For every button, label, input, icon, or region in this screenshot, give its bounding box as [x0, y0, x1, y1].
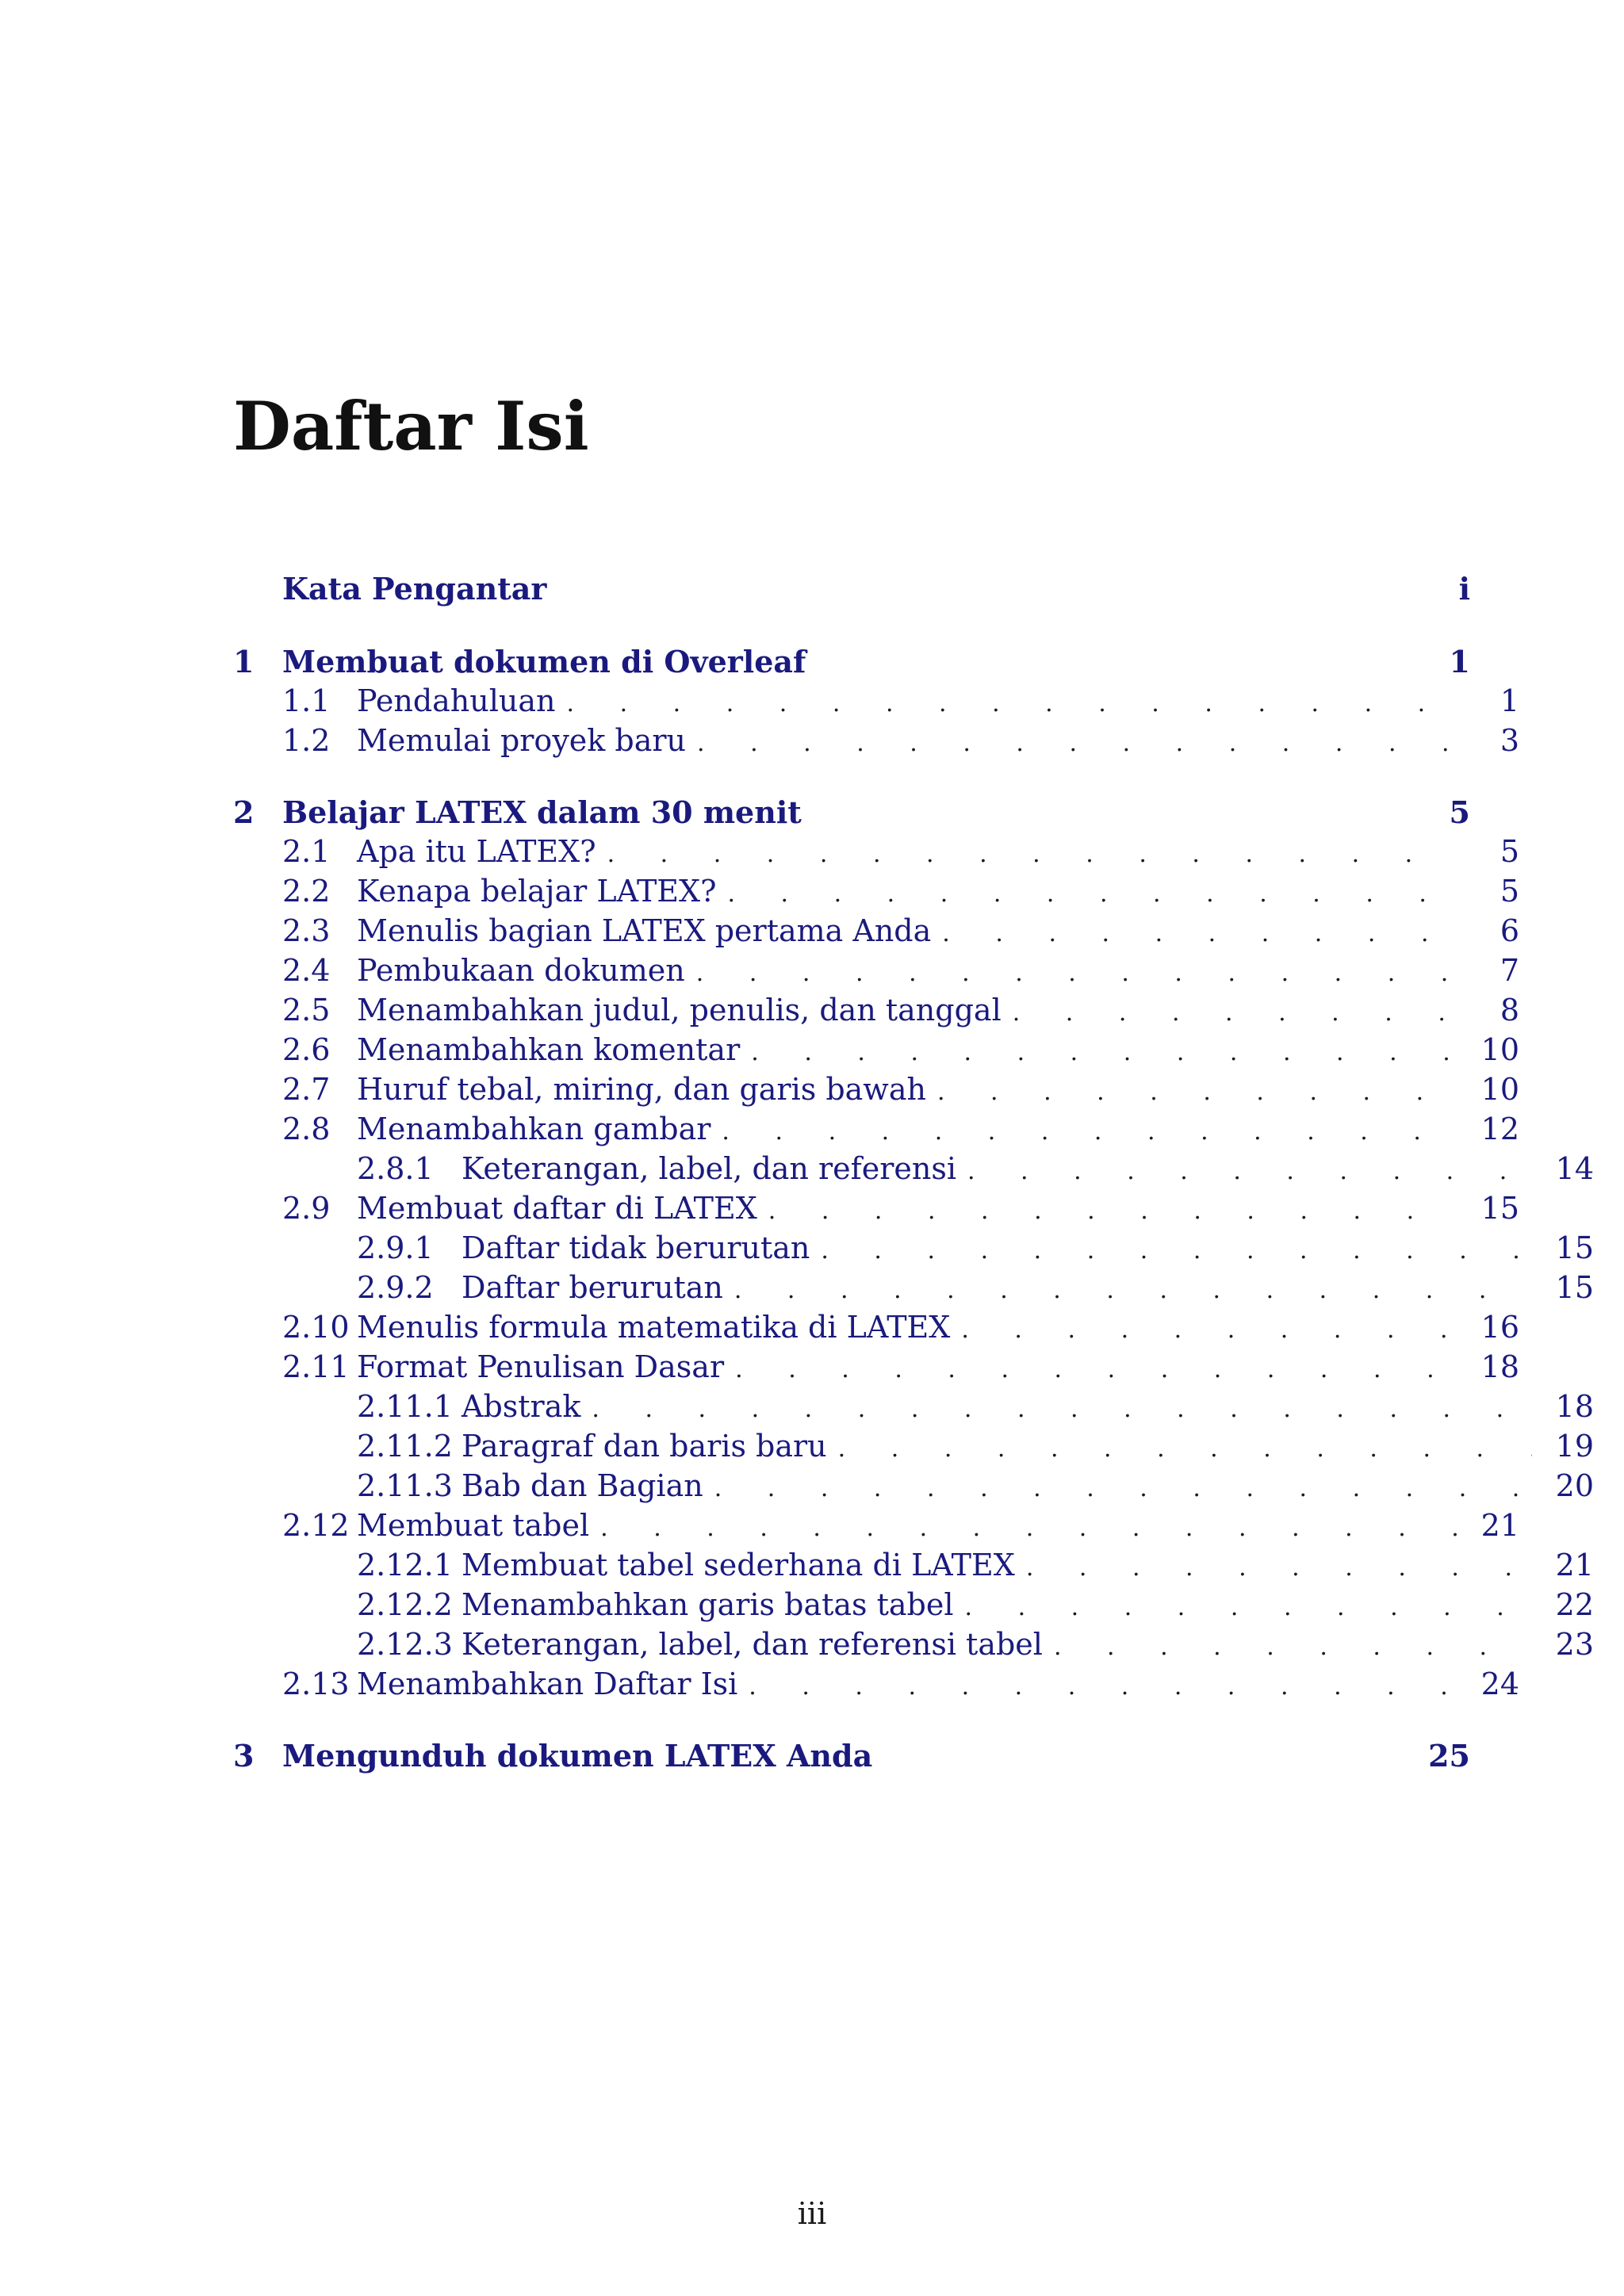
- toc-entry-page[interactable]: 5: [1449, 794, 1470, 830]
- toc-entry-label[interactable]: Daftar tidak berurutan: [462, 1230, 810, 1265]
- toc-entry-number: 1: [233, 644, 255, 679]
- toc-entry-section[interactable]: [233, 1072, 1519, 1112]
- toc-entry-section[interactable]: [233, 993, 1519, 1032]
- toc-dot-leader: [697, 729, 1457, 757]
- toc-entry-section[interactable]: [233, 723, 1519, 763]
- toc-entry-number: 2.3: [282, 913, 331, 948]
- toc-entry-label[interactable]: Membuat tabel: [357, 1508, 590, 1543]
- toc-dot-leader: [714, 1475, 1532, 1502]
- toc-entry-section[interactable]: [233, 1032, 1519, 1072]
- toc-entry-page[interactable]: 24: [1480, 1667, 1519, 1701]
- toc-entry-label[interactable]: Kenapa belajar LATEX?: [357, 874, 717, 909]
- toc-entry-subsection[interactable]: [233, 1627, 1594, 1667]
- toc-entry-subsection[interactable]: [233, 1270, 1594, 1310]
- toc-dot-leader: [838, 1435, 1532, 1463]
- toc-dot-leader: [600, 1514, 1457, 1542]
- toc-entry-chapter[interactable]: [233, 571, 1470, 610]
- toc-entry-label[interactable]: Belajar LATEX dalam 30 menit: [282, 794, 802, 830]
- toc-entry-label[interactable]: Paragraf dan baris baru: [462, 1429, 827, 1464]
- toc-dot-leader: [821, 1237, 1532, 1265]
- toc-entry-number: 2.9.1: [357, 1230, 434, 1265]
- toc-dot-leader: [751, 1039, 1457, 1066]
- toc-entry-subsection[interactable]: [233, 1151, 1594, 1191]
- toc-entry-number: 2.4: [282, 953, 331, 988]
- toc-entry-section[interactable]: [233, 913, 1519, 953]
- toc-entry-label[interactable]: Mengunduh dokumen LATEX Anda: [282, 1738, 873, 1774]
- toc-entry-number: 2.12.3: [357, 1627, 453, 1662]
- toc-entry-label[interactable]: Huruf tebal, miring, dan garis bawah: [357, 1072, 926, 1107]
- toc-entry-subsection[interactable]: [233, 1429, 1594, 1468]
- toc-entry-page[interactable]: i: [1458, 571, 1470, 607]
- toc-entry-number: 2.9.2: [357, 1270, 434, 1305]
- toc-entry-number: 2.11.1: [357, 1389, 453, 1424]
- toc-dot-leader: [937, 1078, 1457, 1106]
- toc-entry-page[interactable]: 14: [1555, 1151, 1594, 1186]
- toc-entry-label[interactable]: Menambahkan judul, penulis, dan tanggal: [357, 993, 1002, 1027]
- page-number: iii: [797, 2196, 827, 2231]
- toc-entry-label[interactable]: Keterangan, label, dan referensi: [462, 1151, 956, 1186]
- toc-entry-label[interactable]: Menulis formula matematika di LATEX: [357, 1310, 951, 1345]
- toc-entry-section[interactable]: [233, 1191, 1519, 1230]
- toc-entry-number: 2.8.1: [357, 1151, 434, 1186]
- toc-entry-number: 2.10: [282, 1310, 350, 1345]
- toc-dot-leader: [727, 880, 1457, 908]
- toc-entry-number: 2.9: [282, 1191, 331, 1226]
- toc-entry-label[interactable]: Menambahkan garis batas tabel: [462, 1587, 954, 1622]
- toc-entry-page[interactable]: 5: [1500, 874, 1519, 909]
- toc-dot-leader: [696, 959, 1457, 987]
- toc-entry-label[interactable]: Menambahkan gambar: [357, 1112, 711, 1146]
- toc-entry-number: 2.11: [282, 1349, 350, 1384]
- toc-entry-page[interactable]: 21: [1555, 1548, 1594, 1582]
- toc-entry-label[interactable]: Menulis bagian LATEX pertama Anda: [357, 913, 932, 948]
- toc-dot-leader: [1054, 1633, 1532, 1661]
- toc-dot-leader: [607, 840, 1457, 868]
- toc-dot-leader: [722, 1118, 1457, 1146]
- toc-entry-label[interactable]: Format Penulisan Dasar: [357, 1349, 725, 1384]
- toc-entry-label[interactable]: Pembukaan dokumen: [357, 953, 685, 988]
- toc-entry-label[interactable]: Membuat dokumen di Overleaf: [282, 644, 806, 679]
- toc-entry-label[interactable]: Memulai proyek baru: [357, 723, 686, 758]
- toc-entry-page[interactable]: 1: [1449, 644, 1470, 679]
- toc-entry-number: 2.12: [282, 1508, 350, 1543]
- toc-entry-page[interactable]: 22: [1555, 1587, 1594, 1622]
- toc-entry-page[interactable]: 12: [1480, 1112, 1519, 1146]
- toc-entry-number: 2.8: [282, 1112, 331, 1146]
- toc-entry-label[interactable]: Membuat tabel sederhana di LATEX: [462, 1548, 1015, 1582]
- toc-entry-section[interactable]: [233, 953, 1519, 993]
- toc-entry-number: 2.11.2: [357, 1429, 453, 1464]
- toc-dot-leader: [942, 920, 1457, 947]
- toc-entry-number: 2.12.1: [357, 1548, 453, 1582]
- toc-entry-subsection[interactable]: [233, 1468, 1594, 1508]
- toc-entry-page[interactable]: 15: [1555, 1270, 1594, 1305]
- toc-entry-number: 2.7: [282, 1072, 331, 1107]
- toc-entry-subsection[interactable]: [233, 1587, 1594, 1627]
- toc-entry-page[interactable]: 6: [1500, 913, 1519, 948]
- toc-entry-page[interactable]: 18: [1555, 1389, 1594, 1424]
- toc-entry-number: 2.13: [282, 1667, 350, 1701]
- toc-entry-subsection[interactable]: [233, 1389, 1594, 1429]
- toc-entry-number: 2.11.3: [357, 1468, 453, 1503]
- page-title: Daftar Isi: [233, 387, 589, 466]
- toc-entry-page[interactable]: 21: [1480, 1508, 1519, 1543]
- toc-entry-page[interactable]: 15: [1555, 1230, 1594, 1265]
- toc-entry-chapter[interactable]: [233, 644, 1470, 683]
- toc-entry-label[interactable]: Menambahkan komentar: [357, 1032, 741, 1067]
- toc-entry-page[interactable]: 25: [1428, 1738, 1470, 1774]
- toc-entry-section[interactable]: [233, 1508, 1519, 1548]
- toc-dot-leader: [592, 1395, 1532, 1423]
- toc-entry-number: 2.2: [282, 874, 331, 909]
- toc-entry-page[interactable]: 3: [1500, 723, 1519, 758]
- toc-entry-page[interactable]: 1: [1500, 683, 1519, 718]
- toc-entry-section[interactable]: [233, 1349, 1519, 1389]
- toc-entry-subsection[interactable]: [233, 1548, 1594, 1587]
- toc-dot-leader: [749, 1673, 1457, 1701]
- toc-dot-leader: [734, 1276, 1532, 1304]
- toc-entry-page[interactable]: 5: [1500, 834, 1519, 869]
- toc-entry-number: 3: [233, 1738, 255, 1774]
- toc-entry-label[interactable]: Daftar berurutan: [462, 1270, 723, 1305]
- toc-entry-label[interactable]: Membuat daftar di LATEX: [357, 1191, 757, 1226]
- toc-dot-leader: [965, 1594, 1532, 1621]
- toc-dot-leader: [567, 690, 1457, 718]
- toc-entry-label[interactable]: Apa itu LATEX?: [357, 834, 596, 869]
- toc-entry-section[interactable]: [233, 683, 1519, 723]
- toc-entry-number: 2.6: [282, 1032, 331, 1067]
- toc-dot-leader: [967, 1158, 1532, 1185]
- toc-entry-chapter[interactable]: [233, 1738, 1470, 1777]
- toc-entry-subsection[interactable]: [233, 1230, 1594, 1270]
- toc-entry-page[interactable]: 23: [1555, 1627, 1594, 1662]
- toc-entry-number: 2.5: [282, 993, 331, 1027]
- toc-entry-label[interactable]: Keterangan, label, dan referensi tabel: [462, 1627, 1043, 1662]
- toc-dot-leader: [1013, 999, 1457, 1027]
- toc-entry-page[interactable]: 20: [1555, 1468, 1594, 1503]
- toc-dot-leader: [1026, 1554, 1532, 1582]
- toc-entry-label[interactable]: Pendahuluan: [357, 683, 556, 718]
- toc-entry-page[interactable]: 18: [1480, 1349, 1519, 1384]
- toc-entry-number: 2: [233, 794, 255, 830]
- toc-entry-number: 2.12.2: [357, 1587, 453, 1622]
- toc-entry-section[interactable]: [233, 1310, 1519, 1349]
- toc-entry-section[interactable]: [233, 874, 1519, 913]
- toc-entry-page[interactable]: 16: [1480, 1310, 1519, 1345]
- toc-entry-chapter[interactable]: [233, 794, 1470, 834]
- toc-dot-leader: [768, 1197, 1457, 1225]
- toc-entry-page[interactable]: 7: [1500, 953, 1519, 988]
- toc-entry-page[interactable]: 8: [1500, 993, 1519, 1027]
- toc-entry-section[interactable]: [233, 834, 1519, 874]
- toc-dot-leader: [961, 1316, 1457, 1344]
- toc-entry-section[interactable]: [233, 1667, 1519, 1706]
- toc-entry-number: 1.2: [282, 723, 331, 758]
- toc-entry-label[interactable]: Menambahkan Daftar Isi: [357, 1667, 738, 1701]
- toc-entry-label[interactable]: Kata Pengantar: [282, 571, 547, 607]
- toc-entry-page[interactable]: 10: [1480, 1072, 1519, 1107]
- toc-entry-number: 1.1: [282, 683, 331, 718]
- toc-entry-section[interactable]: [233, 1112, 1519, 1151]
- toc-entry-page[interactable]: 19: [1555, 1429, 1594, 1464]
- toc-entry-label[interactable]: Abstrak: [462, 1389, 581, 1424]
- toc-entry-page[interactable]: 10: [1480, 1032, 1519, 1067]
- toc-dot-leader: [735, 1356, 1457, 1383]
- toc-entry-number: 2.1: [282, 834, 331, 869]
- toc-entry-label[interactable]: Bab dan Bagian: [462, 1468, 703, 1503]
- toc-entry-page[interactable]: 15: [1480, 1191, 1519, 1226]
